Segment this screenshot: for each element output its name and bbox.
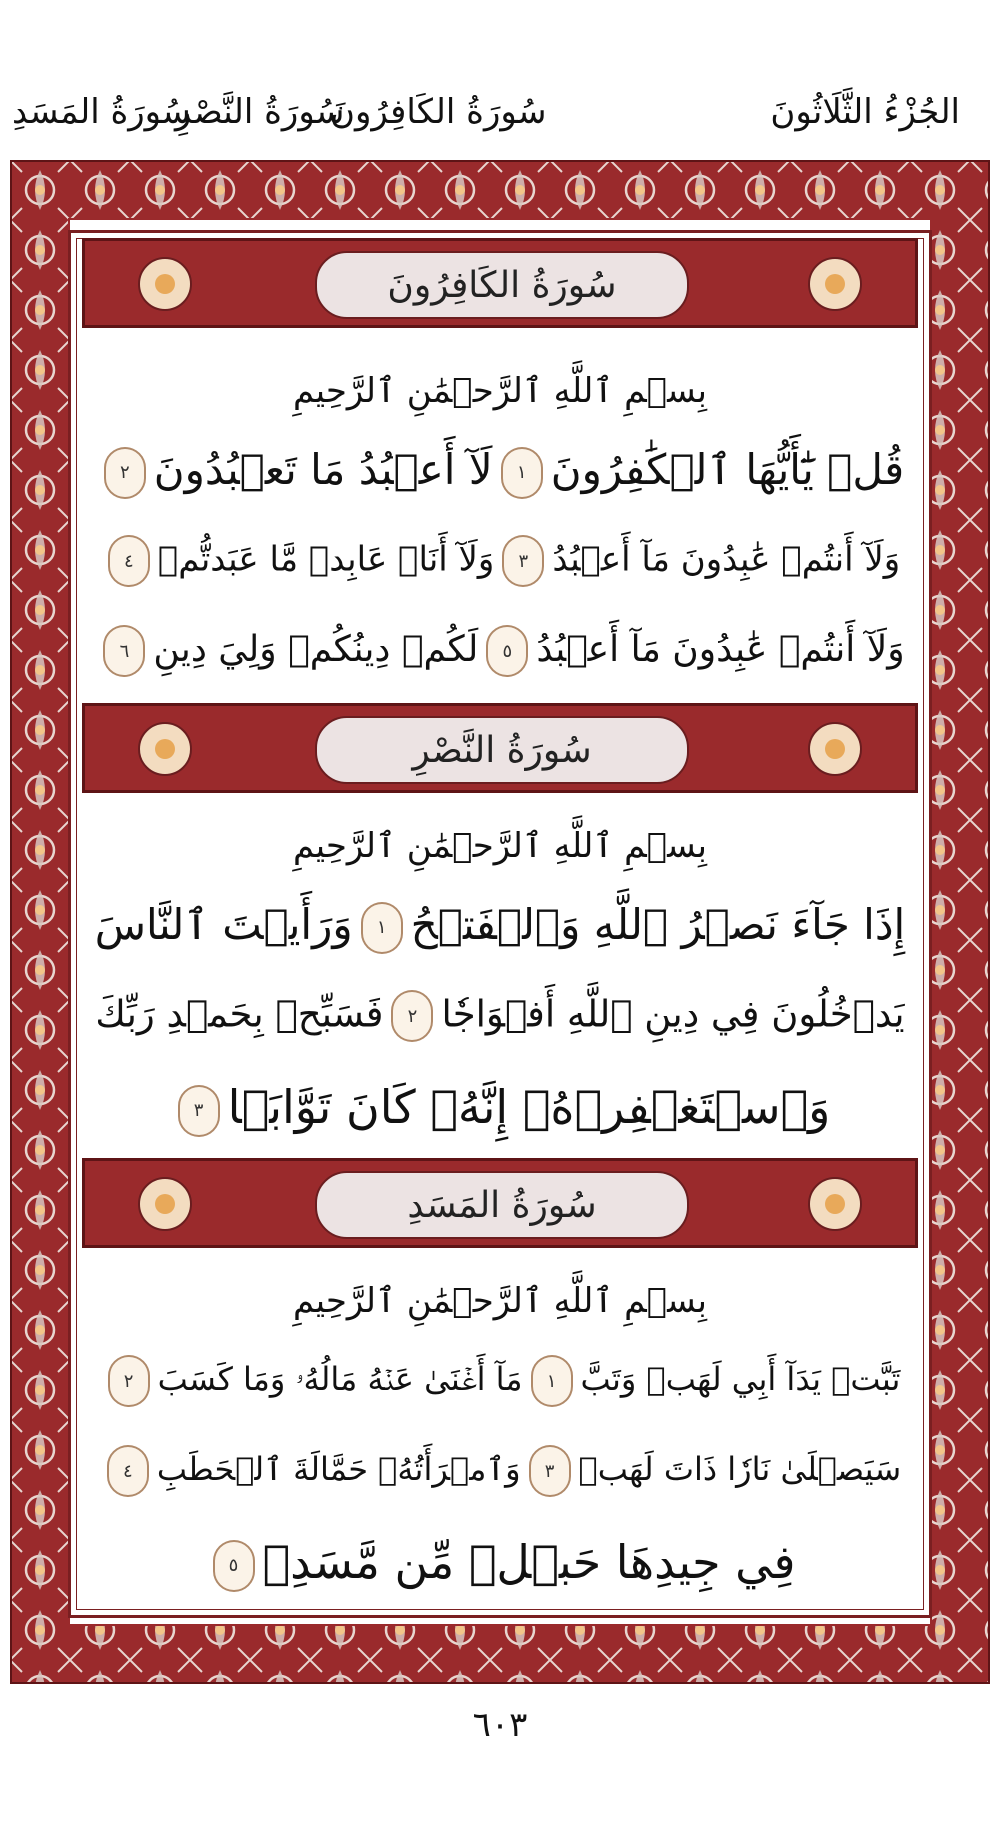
ayah-line <box>90 535 910 587</box>
basmala: بِسۡمِ ٱللَّهِ ٱلرَّحۡمَٰنِ ٱلرَّحِيمِ <box>293 371 707 411</box>
surah-title-cartouche <box>315 716 689 784</box>
ayah-number-marker: ٥ <box>486 625 528 677</box>
ayah-line <box>90 900 910 954</box>
ayah-text: إِذَا جَآءَ نَصۡرُ ٱللَّهِ وَٱلۡفَتۡحُ <box>410 900 906 949</box>
ayah-text: مَآ أَغۡنَىٰ عَنۡهُ مَالُهُۥ وَمَا كَسَبَ <box>157 1360 523 1398</box>
ayah-line <box>90 445 910 499</box>
ayah-number-marker: ٤ <box>107 1445 149 1497</box>
ayah-text: فِي جِيدِهَا حَبۡلٞ مِّن مَّسَدِۢ <box>262 1535 796 1589</box>
ayah-number-marker: ٢ <box>108 1355 150 1407</box>
header-surah-nasr: سُورَةُ النَّصْرِ <box>175 92 345 132</box>
ayah-number-marker: ٦ <box>103 625 145 677</box>
ayah-text: تَبَّتۡ يَدَآ أَبِي لَهَبٖ وَتَبَّ <box>580 1360 901 1398</box>
ayah-number-marker: ٣ <box>529 1445 571 1497</box>
surah-title: سُورَةُ الكَافِرُونَ <box>387 264 617 306</box>
header-surah-kafirun: سُورَةُ الكَافِرُونَ <box>330 92 547 132</box>
ayah-number-marker: ٢ <box>104 447 146 499</box>
ayah-number-marker: ٥ <box>213 1540 255 1592</box>
basmala: بِسۡمِ ٱللَّهِ ٱلرَّحۡمَٰنِ ٱلرَّحِيمِ <box>293 1281 707 1321</box>
surah-header-kafirun <box>82 238 918 328</box>
page-header <box>0 0 1000 155</box>
ayah-text: وَرَأَيۡتَ ٱلنَّاسَ <box>94 900 353 949</box>
ayah-line <box>90 1080 910 1137</box>
ayah-line <box>90 1535 910 1592</box>
ayah-number-marker: ٤ <box>108 535 150 587</box>
ayah-text: وَلَآ أَنتُمۡ عَٰبِدُونَ مَآ أَعۡبُدُ <box>552 539 901 580</box>
ayah-text: يَدۡخُلُونَ فِي دِينِ ٱللَّهِ أَفۡوَاجٗا <box>441 992 905 1036</box>
ayah-text: وَٱمۡرَأَتُهُۥ حَمَّالَةَ ٱلۡحَطَبِ <box>156 1450 521 1488</box>
ayah-number-marker: ١ <box>501 447 543 499</box>
surah-title: سُورَةُ النَّصْرِ <box>412 729 592 771</box>
header-surah-masad: سُورَةُ المَسَدِ <box>12 92 191 132</box>
rosette-ornament <box>805 254 865 314</box>
surah-title-cartouche <box>315 251 689 319</box>
ayah-line <box>90 625 910 677</box>
page-number: ٦٠٣ <box>472 1705 528 1745</box>
ayah-text: لَكُمۡ دِينُكُمۡ وَلِيَ دِينِ <box>153 629 479 670</box>
rosette-ornament <box>805 719 865 779</box>
basmala: بِسۡمِ ٱللَّهِ ٱلرَّحۡمَٰنِ ٱلرَّحِيمِ <box>293 826 707 866</box>
ayah-line <box>90 1445 910 1497</box>
rosette-ornament <box>805 1174 865 1234</box>
rosette-ornament <box>135 719 195 779</box>
ayah-line <box>90 990 910 1042</box>
ayah-text: وَٱسۡتَغۡفِرۡهُۚ إِنَّهُۥ كَانَ تَوَّابَۢا <box>227 1080 831 1134</box>
ayah-number-marker: ٢ <box>391 990 433 1042</box>
ayah-text: وَلَآ أَنَا۠ عَابِدٞ مَّا عَبَدتُّمۡ <box>157 539 495 580</box>
surah-header-nasr <box>82 703 918 793</box>
ayah-text: سَيَصۡلَىٰ نَارٗا ذَاتَ لَهَبٖ <box>578 1450 902 1488</box>
ayah-line <box>90 1355 910 1407</box>
ayah-number-marker: ١ <box>531 1355 573 1407</box>
rosette-ornament <box>135 254 195 314</box>
ayah-text: وَلَآ أَنتُمۡ عَٰبِدُونَ مَآ أَعۡبُدُ <box>536 629 905 670</box>
surah-header-masad <box>82 1158 918 1248</box>
ayah-number-marker: ٣ <box>178 1085 220 1137</box>
juz-title: الجُزْءُ الثَّلَاثُونَ <box>770 92 960 132</box>
ayah-text: قُلۡ يَٰٓأَيُّهَا ٱلۡكَٰفِرُونَ <box>550 445 905 494</box>
rosette-ornament <box>135 1174 195 1234</box>
surah-title: سُورَةُ المَسَدِ <box>407 1184 597 1226</box>
ayah-text: لَآ أَعۡبُدُ مَا تَعۡبُدُونَ <box>153 445 493 494</box>
surah-title-cartouche <box>315 1171 689 1239</box>
ayah-text: فَسَبِّحۡ بِحَمۡدِ رَبِّكَ <box>95 992 384 1036</box>
ayah-number-marker: ١ <box>361 902 403 954</box>
ayah-number-marker: ٣ <box>502 535 544 587</box>
